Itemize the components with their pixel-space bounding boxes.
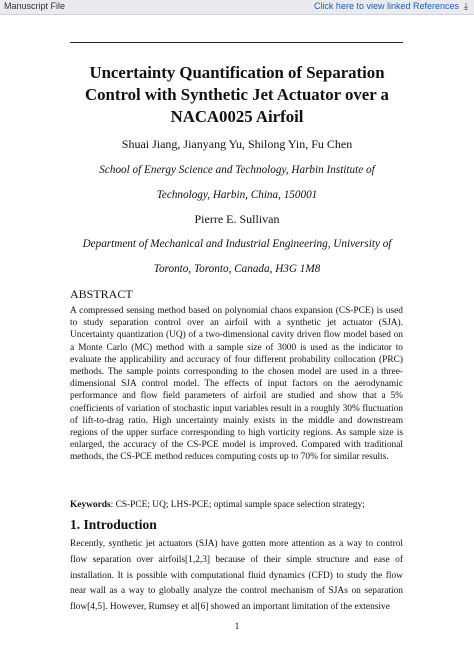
title-line-1: Uncertainty Quantification of Separation <box>89 63 385 82</box>
author-group-2: Pierre E. Sullivan <box>194 212 280 226</box>
view-linked-references-link[interactable] <box>314 1 468 12</box>
header-rule <box>70 42 403 43</box>
affiliation-1-line-2: Technology, Harbin, China, 150001 <box>156 189 318 201</box>
download-icon: ⤓ <box>464 1 468 11</box>
paper-title <box>60 62 414 128</box>
page-number: 1 <box>234 621 240 631</box>
author-group-1: Shuai Jiang, Jianyang Yu, Shilong Yin, Fu Chen <box>121 137 353 151</box>
manuscript-file-label: Manuscript File <box>4 1 66 11</box>
keywords-text: : CS-PCE; UQ; LHS-PCE; optimal sample space selection strategy; <box>110 500 365 510</box>
title-line-3: NACA0025 Airfoil <box>170 107 304 126</box>
top-bar <box>0 0 474 15</box>
view-linked-references-label: Click here to view linked References <box>313 1 460 11</box>
affiliation-2-line-1: Department of Mechanical and Industrial Engineering, University of <box>82 238 392 250</box>
affiliation-1-line-1: School of Energy Science and Technology, Harbin Institute of <box>99 164 375 176</box>
abstract-text: A compressed sensing method based on polynomial chaos expansion (CS-PCE) is used to study separation control over an airfoil with a synthetic jet actuator (SJA). Uncertainty quantization (UQ) of a two-dimensional cavity driven flow model based on a Monte Carlo (MC) method with a sample size of 3000 is used as the indicator to evaluate the applicability and accuracy of four different probability collocation (PRC) methods. The sample points corresponding to the chosen model are used in a three-dimensional SJA control model. The effects of input factors on the aerodynamic performance and flow field parameters of airfoil are studied and show that a 5% coefficients of variation of stochastic input variables result in a roughly 30% fluctuation of lift-to-drag ratio. High uncertainty mainly exists in the middle and downstream regions of the upper surface corresponding to high vorticity regions. As sample size is enlarged, the accuracy of the CS-PCE model is improved. Compared with traditional methods, the CS-PCE method reduces computing costs up to 70% for similar results. <box>70 306 403 463</box>
keywords-label: Keywords <box>70 500 111 510</box>
affiliation-2-line-2: Toronto, Toronto, Canada, H3G 1M8 <box>153 263 321 275</box>
introduction-text: Recently, synthetic jet actuators (SJA) have gotten more attention as a way to control flow separation over airfoils[1,2,3] because of their simple structure and ease of installation. It is possible with computational fluid dynamics (CFD) to study the flow near wall as a way to globally analyze the control mechanism of SJAs on separation flow[4,5]. However, Rumsey et al[6] showed an important limitation of the extensive <box>70 539 403 613</box>
keywords-line <box>70 500 403 510</box>
abstract-heading: ABSTRACT <box>70 287 133 301</box>
introduction-heading: 1. Introduction <box>70 517 157 532</box>
title-line-2: Control with Synthetic Jet Actuator over a <box>85 85 389 104</box>
